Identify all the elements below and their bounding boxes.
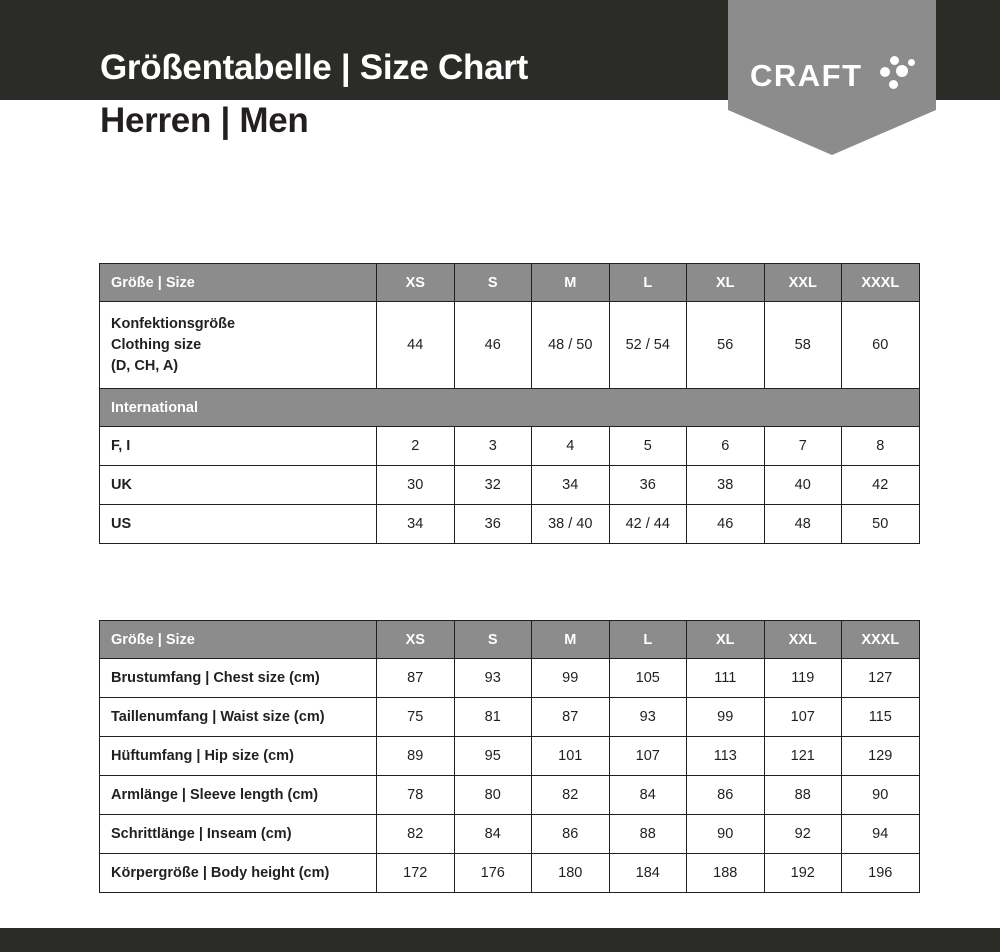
cell-height-s: 176	[454, 854, 532, 893]
row-label-uk: UK	[100, 466, 377, 505]
cell-uk-l: 36	[609, 466, 687, 505]
column-header-xs: XS	[377, 264, 455, 302]
cell-hip-l: 107	[609, 737, 687, 776]
cell-us-m: 38 / 40	[532, 505, 610, 544]
column-header-m-2: M	[532, 621, 610, 659]
cell-uk-s: 32	[454, 466, 532, 505]
row-label-clothing-size	[100, 302, 377, 389]
cell-us-s: 36	[454, 505, 532, 544]
column-header-l: L	[609, 264, 687, 302]
table-row	[100, 302, 920, 389]
column-header-l-2: L	[609, 621, 687, 659]
column-header-xxxl-2: XXXL	[842, 621, 920, 659]
cell-uk-xs: 30	[377, 466, 455, 505]
cell-sleeve-m: 82	[532, 776, 610, 815]
column-header-label-2: Größe | Size	[100, 621, 377, 659]
column-header-xl-2: XL	[687, 621, 765, 659]
row-label-inseam: Schrittlänge | Inseam (cm)	[100, 815, 377, 854]
table-row	[100, 427, 920, 466]
column-header-xxl: XXL	[764, 264, 842, 302]
size-conversion-table	[99, 263, 919, 544]
cell-height-xs: 172	[377, 854, 455, 893]
cell-clothing-xxxl: 60	[842, 302, 920, 389]
table-two	[99, 620, 920, 893]
cell-waist-xs: 75	[377, 698, 455, 737]
cell-hip-xl: 113	[687, 737, 765, 776]
column-header-m: M	[532, 264, 610, 302]
cell-waist-xxl: 107	[764, 698, 842, 737]
cell-chest-xl: 111	[687, 659, 765, 698]
cell-us-xxl: 48	[764, 505, 842, 544]
row-label-hip: Hüftumfang | Hip size (cm)	[100, 737, 377, 776]
cell-sleeve-xs: 78	[377, 776, 455, 815]
cell-clothing-l: 52 / 54	[609, 302, 687, 389]
cell-uk-xxl: 40	[764, 466, 842, 505]
clothing-label-en: Clothing size	[111, 336, 202, 353]
column-header-s: S	[454, 264, 532, 302]
cell-hip-xxl: 121	[764, 737, 842, 776]
cell-sleeve-l: 84	[609, 776, 687, 815]
cell-us-xxxl: 50	[842, 505, 920, 544]
section-header-international: International	[100, 389, 920, 427]
cell-inseam-xxl: 92	[764, 815, 842, 854]
table-row	[100, 815, 920, 854]
table-row	[100, 621, 920, 659]
table-section-row	[100, 389, 920, 427]
cell-waist-m: 87	[532, 698, 610, 737]
cell-clothing-s: 46	[454, 302, 532, 389]
cell-clothing-xs: 44	[377, 302, 455, 389]
cell-chest-s: 93	[454, 659, 532, 698]
column-header-s-2: S	[454, 621, 532, 659]
cell-waist-xl: 99	[687, 698, 765, 737]
cell-waist-l: 93	[609, 698, 687, 737]
table-row	[100, 659, 920, 698]
column-header-xxl-2: XXL	[764, 621, 842, 659]
cell-height-xxxl: 196	[842, 854, 920, 893]
cell-uk-xl: 38	[687, 466, 765, 505]
cell-inseam-l: 88	[609, 815, 687, 854]
row-label-us: US	[100, 505, 377, 544]
clothing-label-countries: (D, CH, A)	[111, 357, 179, 374]
row-label-fi: F, I	[100, 427, 377, 466]
page-title: Größentabelle | Size Chart	[100, 48, 528, 87]
cell-hip-s: 95	[454, 737, 532, 776]
table-row	[100, 264, 920, 302]
body-measurements-table	[99, 620, 919, 893]
cell-fi-s: 3	[454, 427, 532, 466]
cell-fi-m: 4	[532, 427, 610, 466]
cell-sleeve-xl: 86	[687, 776, 765, 815]
cell-us-xs: 34	[377, 505, 455, 544]
table-row	[100, 698, 920, 737]
footer-bar	[0, 928, 1000, 952]
cell-uk-xxxl: 42	[842, 466, 920, 505]
row-label-sleeve: Armlänge | Sleeve length (cm)	[100, 776, 377, 815]
page-title-block	[100, 46, 740, 144]
cell-chest-m: 99	[532, 659, 610, 698]
cell-waist-xxxl: 115	[842, 698, 920, 737]
cell-chest-xs: 87	[377, 659, 455, 698]
column-header-xxxl: XXXL	[842, 264, 920, 302]
cell-hip-xxxl: 129	[842, 737, 920, 776]
cell-fi-xl: 6	[687, 427, 765, 466]
cell-clothing-xxl: 58	[764, 302, 842, 389]
column-header-xs-2: XS	[377, 621, 455, 659]
cell-fi-xs: 2	[377, 427, 455, 466]
cell-clothing-xl: 56	[687, 302, 765, 389]
cell-sleeve-xxl: 88	[764, 776, 842, 815]
cell-fi-xxxl: 8	[842, 427, 920, 466]
cell-us-xl: 46	[687, 505, 765, 544]
table-row	[100, 854, 920, 893]
cell-chest-xxxl: 127	[842, 659, 920, 698]
cell-height-xxl: 192	[764, 854, 842, 893]
cell-clothing-m: 48 / 50	[532, 302, 610, 389]
craft-logo-text: CRAFT	[750, 58, 863, 93]
cell-sleeve-s: 80	[454, 776, 532, 815]
cell-us-l: 42 / 44	[609, 505, 687, 544]
cell-sleeve-xxxl: 90	[842, 776, 920, 815]
column-header-xl: XL	[687, 264, 765, 302]
cell-inseam-xs: 82	[377, 815, 455, 854]
column-header-label: Größe | Size	[100, 264, 377, 302]
cell-hip-m: 101	[532, 737, 610, 776]
cell-inseam-xxxl: 94	[842, 815, 920, 854]
table-row	[100, 505, 920, 544]
craft-logo-banner	[728, 0, 936, 155]
table-row	[100, 466, 920, 505]
row-label-waist: Taillenumfang | Waist size (cm)	[100, 698, 377, 737]
cell-chest-xxl: 119	[764, 659, 842, 698]
cell-inseam-m: 86	[532, 815, 610, 854]
row-label-chest: Brustumfang | Chest size (cm)	[100, 659, 377, 698]
cell-height-l: 184	[609, 854, 687, 893]
cell-inseam-s: 84	[454, 815, 532, 854]
craft-dots-icon	[880, 56, 920, 90]
clothing-label-de: Konfektionsgröße	[111, 315, 236, 332]
table-row	[100, 737, 920, 776]
table-one	[99, 263, 920, 544]
row-label-body-height: Körpergröße | Body height (cm)	[100, 854, 377, 893]
cell-hip-xs: 89	[377, 737, 455, 776]
page-subtitle: Herren | Men	[100, 101, 309, 140]
cell-chest-l: 105	[609, 659, 687, 698]
cell-inseam-xl: 90	[687, 815, 765, 854]
cell-fi-l: 5	[609, 427, 687, 466]
cell-waist-s: 81	[454, 698, 532, 737]
cell-height-m: 180	[532, 854, 610, 893]
table-row	[100, 776, 920, 815]
cell-height-xl: 188	[687, 854, 765, 893]
cell-fi-xxl: 7	[764, 427, 842, 466]
cell-uk-m: 34	[532, 466, 610, 505]
